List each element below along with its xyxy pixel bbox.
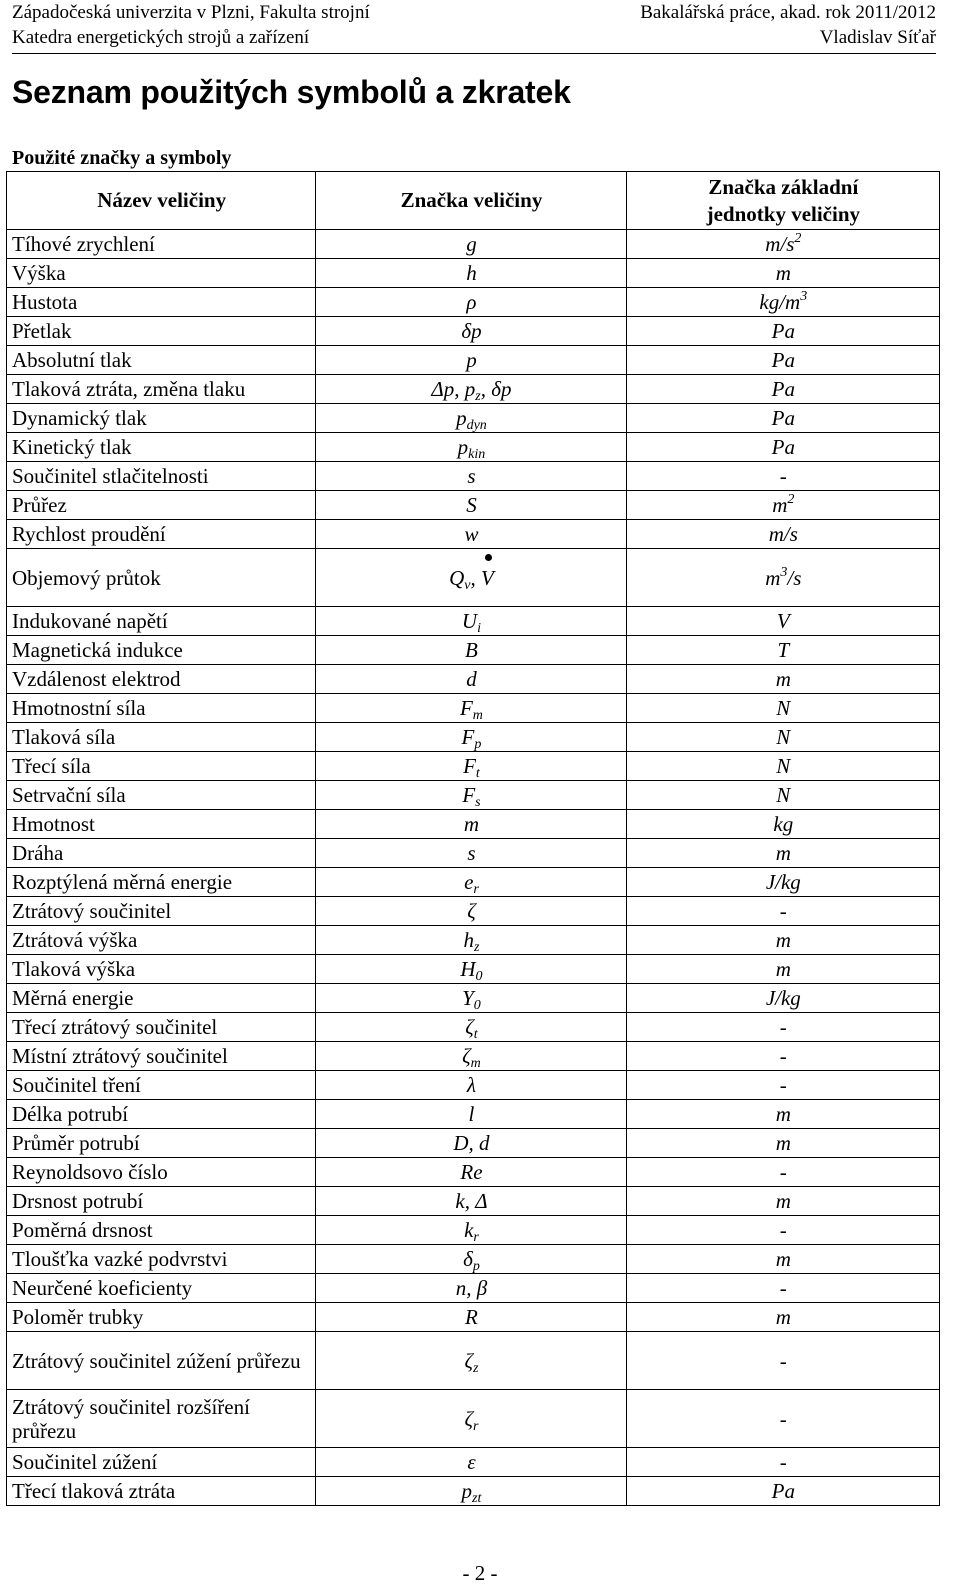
symbol-subscript: r	[473, 1230, 479, 1245]
quantity-symbol	[316, 230, 626, 259]
unit-symbol	[626, 752, 939, 781]
table-row	[7, 1245, 940, 1274]
unit-suffix: /s	[787, 565, 802, 590]
quantity-symbol	[316, 1042, 626, 1071]
quantity-name: Drsnost potrubí	[7, 1187, 316, 1216]
symbol-text: F	[461, 725, 475, 749]
quantity-symbol	[316, 810, 626, 839]
unit-symbol	[626, 1042, 939, 1071]
quantity-name: Kinetický tlak	[7, 433, 316, 462]
unit-symbol	[626, 1274, 939, 1303]
unit-symbol	[626, 520, 939, 549]
symbol-subscript: i	[477, 621, 481, 636]
quantity-name: Indukované napětí	[7, 607, 316, 636]
unit-text: -	[779, 1276, 787, 1300]
unit-superscript: 2	[787, 492, 795, 507]
symbol-text: w	[464, 522, 479, 546]
symbol-text: R	[465, 1305, 478, 1329]
symbol-subscript: s	[475, 795, 481, 810]
symbol-subscript: p	[474, 737, 482, 752]
quantity-symbol	[316, 433, 626, 462]
quantity-symbol	[316, 1477, 626, 1506]
symbol-subscript: t	[475, 766, 480, 781]
quantity-name: Dráha	[7, 839, 316, 868]
quantity-name: Rozptýlená měrná energie	[7, 868, 316, 897]
symbol-text: ζ	[464, 1406, 473, 1431]
table-row	[7, 1042, 940, 1071]
symbol-subscript: 0	[475, 969, 483, 984]
quantity-name: Třecí ztrátový součinitel	[7, 1013, 316, 1042]
unit-symbol	[626, 839, 939, 868]
quantity-name: Hustota	[7, 288, 316, 317]
unit-symbol	[626, 1303, 939, 1332]
unit-text: m	[775, 1102, 791, 1126]
quantity-name: Součinitel stlačitelnosti	[7, 462, 316, 491]
symbol-text: ζ	[464, 1348, 473, 1373]
quantity-name: Dynamický tlak	[7, 404, 316, 433]
unit-symbol	[626, 1129, 939, 1158]
unit-symbol	[626, 491, 939, 520]
symbol-subscript: zt	[472, 1491, 482, 1506]
unit-text: m/s	[765, 232, 795, 256]
table-row	[7, 955, 940, 984]
quantity-symbol	[316, 1332, 626, 1390]
unit-text: -	[779, 1348, 787, 1373]
quantity-symbol	[316, 839, 626, 868]
symbol-text: Δp, p	[431, 377, 476, 401]
symbol-text: h	[463, 928, 474, 952]
unit-symbol	[626, 230, 939, 259]
table-row	[7, 665, 940, 694]
unit-symbol	[626, 1216, 939, 1245]
header-thesis-info: Bakalářská práce, akad. rok 2011/2012	[640, 2, 936, 23]
unit-symbol	[626, 1013, 939, 1042]
table-row	[7, 607, 940, 636]
column-header-unit-line1: Značka základní	[708, 174, 859, 199]
quantity-name: Součinitel tření	[7, 1071, 316, 1100]
unit-symbol	[626, 723, 939, 752]
table-row	[7, 781, 940, 810]
symbol-text: s	[467, 841, 476, 865]
unit-symbol	[626, 665, 939, 694]
symbol-subscript: 0	[473, 998, 481, 1013]
quantity-symbol	[316, 1100, 626, 1129]
unit-text: kg/m	[759, 290, 801, 314]
unit-text: -	[779, 1073, 787, 1097]
symbol-text: p	[457, 435, 469, 459]
quantity-name: Setrvační síla	[7, 781, 316, 810]
symbol-subscript: v	[464, 577, 471, 593]
quantity-name: Ztrátový součinitel	[7, 897, 316, 926]
quantity-symbol	[316, 1448, 626, 1477]
quantity-name: Ztrátová výška	[7, 926, 316, 955]
symbol-text: k, Δ	[455, 1189, 488, 1213]
unit-text: Pa	[771, 406, 795, 430]
unit-symbol	[626, 607, 939, 636]
table-row	[7, 1477, 940, 1506]
unit-symbol	[626, 984, 939, 1013]
symbol-subscript: m	[470, 1056, 481, 1071]
quantity-symbol	[316, 723, 626, 752]
symbols-table	[6, 171, 940, 1506]
quantity-name: Přetlak	[7, 317, 316, 346]
quantity-symbol	[316, 636, 626, 665]
symbol-text: d	[466, 667, 477, 691]
symbol-text: Y	[462, 986, 474, 1010]
quantity-symbol	[316, 1187, 626, 1216]
unit-symbol	[626, 955, 939, 984]
symbol-text: H	[460, 957, 476, 981]
quantity-name: Měrná energie	[7, 984, 316, 1013]
symbol-text: δ	[463, 1247, 473, 1271]
symbol-text: F	[459, 696, 473, 720]
quantity-name: Výška	[7, 259, 316, 288]
quantity-name: Tíhové zrychlení	[7, 230, 316, 259]
unit-symbol	[626, 375, 939, 404]
quantity-name: Hmotnost	[7, 810, 316, 839]
table-row	[7, 259, 940, 288]
symbol-text: s	[467, 464, 476, 488]
symbol-text: e	[464, 870, 474, 894]
quantity-name: Tlaková výška	[7, 955, 316, 984]
quantity-symbol	[316, 897, 626, 926]
quantity-name: Reynoldsovo číslo	[7, 1158, 316, 1187]
unit-symbol	[626, 636, 939, 665]
symbols-table-body	[7, 230, 940, 1506]
symbol-text: l	[468, 1102, 475, 1126]
table-row	[7, 520, 940, 549]
table-row	[7, 1274, 940, 1303]
unit-text: -	[779, 1044, 787, 1068]
column-header-symbol: Značka veličiny	[316, 172, 626, 230]
table-row	[7, 810, 940, 839]
table-row	[7, 375, 940, 404]
quantity-name: Tloušťka vazké podvrstvi	[7, 1245, 316, 1274]
symbol-text: h	[466, 261, 477, 285]
unit-text: m	[775, 667, 791, 691]
quantity-symbol	[316, 404, 626, 433]
symbol-text: δp	[461, 319, 482, 343]
unit-symbol	[626, 1071, 939, 1100]
column-header-unit-line2: jednotky veličiny	[706, 201, 861, 226]
quantity-name: Průměr potrubí	[7, 1129, 316, 1158]
unit-symbol	[626, 259, 939, 288]
unit-symbol	[626, 926, 939, 955]
quantity-name: Třecí síla	[7, 752, 316, 781]
unit-symbol	[626, 1448, 939, 1477]
unit-symbol	[626, 317, 939, 346]
unit-symbol	[626, 1187, 939, 1216]
quantity-symbol	[316, 520, 626, 549]
table-row	[7, 230, 940, 259]
table-row	[7, 984, 940, 1013]
unit-text: m	[775, 928, 791, 952]
symbol-text: ρ	[466, 290, 477, 314]
unit-superscript: 3	[800, 289, 808, 304]
unit-symbol	[626, 1158, 939, 1187]
unit-text: m/s	[768, 522, 798, 546]
unit-symbol	[626, 404, 939, 433]
section-title: Použité značky a symboly	[12, 147, 232, 169]
table-row	[7, 926, 940, 955]
symbol-subscript: r	[472, 1418, 479, 1434]
quantity-symbol	[316, 665, 626, 694]
unit-symbol	[626, 781, 939, 810]
table-row	[7, 752, 940, 781]
symbol-dotted: V	[480, 565, 494, 590]
table-row	[7, 404, 940, 433]
unit-text: -	[779, 464, 787, 488]
quantity-symbol	[316, 607, 626, 636]
table-row	[7, 317, 940, 346]
unit-text: N	[776, 725, 791, 749]
quantity-symbol	[316, 694, 626, 723]
symbol-suffix: , δp	[480, 377, 512, 401]
quantity-name: Ztrátový součinitel zúžení průřezu	[7, 1332, 316, 1390]
unit-superscript: 3	[780, 564, 788, 580]
table-row	[7, 723, 940, 752]
table-row	[7, 1187, 940, 1216]
unit-text: Pa	[771, 348, 795, 372]
symbol-text: ζ	[465, 1015, 474, 1039]
symbol-text: k	[464, 1218, 474, 1242]
symbol-subscript: r	[473, 882, 479, 897]
symbol-subscript: z	[473, 940, 480, 955]
unit-text: Pa	[771, 319, 795, 343]
table-row	[7, 491, 940, 520]
unit-text: Pa	[771, 435, 795, 459]
unit-text: m	[775, 957, 791, 981]
symbol-subscript: m	[472, 708, 483, 723]
quantity-symbol	[316, 1071, 626, 1100]
symbol-text: ε	[467, 1450, 476, 1474]
quantity-symbol	[316, 1274, 626, 1303]
quantity-name: Rychlost proudění	[7, 520, 316, 549]
unit-symbol	[626, 868, 939, 897]
quantity-name: Magnetická indukce	[7, 636, 316, 665]
quantity-symbol	[316, 317, 626, 346]
unit-text: -	[779, 1218, 787, 1242]
header-author: Vladislav Síťař	[819, 27, 936, 48]
quantity-symbol	[316, 288, 626, 317]
symbol-text: D, d	[453, 1131, 490, 1155]
unit-text: J/kg	[765, 986, 801, 1010]
unit-text: -	[779, 1406, 787, 1431]
table-header-row	[7, 172, 940, 230]
unit-symbol	[626, 1100, 939, 1129]
header-row-1	[12, 0, 936, 25]
quantity-name: Třecí tlaková ztráta	[7, 1477, 316, 1506]
quantity-symbol	[316, 868, 626, 897]
unit-text: N	[776, 696, 791, 720]
unit-text: m	[765, 565, 781, 590]
unit-text: -	[779, 1450, 787, 1474]
symbol-subscript: kin	[468, 447, 486, 462]
table-row	[7, 1448, 940, 1477]
symbol-text: F	[462, 783, 476, 807]
table-row	[7, 288, 940, 317]
unit-text: -	[779, 899, 787, 923]
unit-text: m	[775, 1189, 791, 1213]
unit-text: m	[775, 1131, 791, 1155]
symbol-text: Re	[460, 1160, 483, 1184]
quantity-symbol	[316, 1013, 626, 1042]
table-row	[7, 694, 940, 723]
symbol-text: p	[461, 1479, 473, 1503]
quantity-symbol	[316, 1390, 626, 1448]
symbol-text: p	[456, 406, 467, 430]
quantity-name: Délka potrubí	[7, 1100, 316, 1129]
column-header-name: Název veličiny	[7, 172, 316, 230]
symbol-text: ζ	[462, 1044, 471, 1068]
quantity-name: Tlaková síla	[7, 723, 316, 752]
symbol-text: m	[463, 812, 480, 836]
quantity-symbol	[316, 1216, 626, 1245]
symbol-text: S	[466, 493, 477, 517]
quantity-name: Poměrná drsnost	[7, 1216, 316, 1245]
quantity-name: Objemový průtok	[7, 549, 316, 607]
table-row	[7, 839, 940, 868]
unit-symbol	[626, 288, 939, 317]
quantity-symbol	[316, 549, 626, 607]
table-row	[7, 549, 940, 607]
unit-text: m	[775, 841, 791, 865]
unit-text: Pa	[771, 377, 795, 401]
symbol-text: ζ	[467, 899, 476, 923]
quantity-symbol	[316, 259, 626, 288]
unit-symbol	[626, 1245, 939, 1274]
quantity-symbol	[316, 752, 626, 781]
quantity-symbol	[316, 781, 626, 810]
unit-text: m	[775, 1305, 791, 1329]
unit-symbol	[626, 1390, 939, 1448]
quantity-name: Tlaková ztráta, změna tlaku	[7, 375, 316, 404]
quantity-symbol	[316, 955, 626, 984]
unit-text: N	[776, 783, 791, 807]
table-row	[7, 636, 940, 665]
unit-text: m	[772, 493, 788, 517]
unit-text: m	[775, 1247, 791, 1271]
unit-symbol	[626, 897, 939, 926]
symbol-subscript: dyn	[466, 418, 487, 433]
table-row	[7, 346, 940, 375]
quantity-symbol	[316, 346, 626, 375]
quantity-name: Součinitel zúžení	[7, 1448, 316, 1477]
symbol-text: F	[463, 754, 476, 778]
table-row	[7, 433, 940, 462]
unit-text: Pa	[771, 1479, 795, 1503]
quantity-symbol	[316, 926, 626, 955]
symbol-subscript: t	[473, 1027, 478, 1042]
unit-symbol	[626, 462, 939, 491]
unit-symbol	[626, 810, 939, 839]
table-row	[7, 1071, 940, 1100]
quantity-symbol	[316, 462, 626, 491]
quantity-name: Místní ztrátový součinitel	[7, 1042, 316, 1071]
table-row	[7, 868, 940, 897]
quantity-name: Poloměr trubky	[7, 1303, 316, 1332]
quantity-name: Průřez	[7, 491, 316, 520]
unit-text: -	[779, 1160, 787, 1184]
unit-symbol	[626, 1332, 939, 1390]
unit-text: J/kg	[765, 870, 801, 894]
unit-text: T	[777, 638, 790, 662]
symbol-text: g	[466, 232, 477, 256]
quantity-name: Hmotnostní síla	[7, 694, 316, 723]
table-row	[7, 1390, 940, 1448]
unit-text: N	[776, 754, 791, 778]
unit-symbol	[626, 433, 939, 462]
quantity-name: Ztrátový součinitel rozšíření průřezu	[7, 1390, 316, 1448]
quantity-name: Vzdálenost elektrod	[7, 665, 316, 694]
header-row-2	[12, 25, 936, 50]
page-header	[12, 0, 936, 54]
table-row	[7, 1013, 940, 1042]
header-university: Západočeská univerzita v Plzni, Fakulta strojní	[12, 2, 370, 23]
quantity-name: Neurčené koeficienty	[7, 1274, 316, 1303]
table-row	[7, 1129, 940, 1158]
column-header-unit	[626, 172, 939, 230]
symbol-subscript: z	[475, 389, 481, 404]
table-row	[7, 462, 940, 491]
symbol-suffix: ,	[470, 565, 481, 590]
symbol-text: p	[466, 348, 477, 372]
symbol-text: U	[461, 609, 478, 633]
unit-text: kg	[773, 812, 794, 836]
unit-text: -	[779, 1015, 787, 1039]
unit-symbol	[626, 549, 939, 607]
page-title: Seznam použitých symbolů a zkratek	[12, 74, 571, 110]
symbol-subscript: p	[472, 1259, 480, 1274]
table-row	[7, 1158, 940, 1187]
unit-text: m	[775, 261, 791, 285]
table-row	[7, 1216, 940, 1245]
quantity-symbol	[316, 1129, 626, 1158]
quantity-symbol	[316, 1245, 626, 1274]
header-department: Katedra energetických strojů a zařízení	[12, 27, 310, 48]
table-row	[7, 897, 940, 926]
quantity-symbol	[316, 375, 626, 404]
quantity-symbol	[316, 491, 626, 520]
symbol-text: B	[465, 638, 478, 662]
unit-symbol	[626, 346, 939, 375]
quantity-symbol	[316, 1303, 626, 1332]
symbol-text: n, β	[455, 1276, 488, 1300]
table-row	[7, 1332, 940, 1390]
unit-superscript: 2	[794, 231, 802, 246]
symbol-text: Q	[449, 565, 465, 590]
table-row	[7, 1303, 940, 1332]
unit-symbol	[626, 1477, 939, 1506]
quantity-symbol	[316, 1158, 626, 1187]
quantity-symbol	[316, 984, 626, 1013]
quantity-name: Absolutní tlak	[7, 346, 316, 375]
symbol-subscript: z	[472, 1360, 479, 1376]
page-number: - 2 -	[462, 1561, 498, 1585]
unit-symbol	[626, 694, 939, 723]
symbol-text: λ	[466, 1073, 476, 1097]
unit-text: V	[776, 609, 790, 633]
table-row	[7, 1100, 940, 1129]
